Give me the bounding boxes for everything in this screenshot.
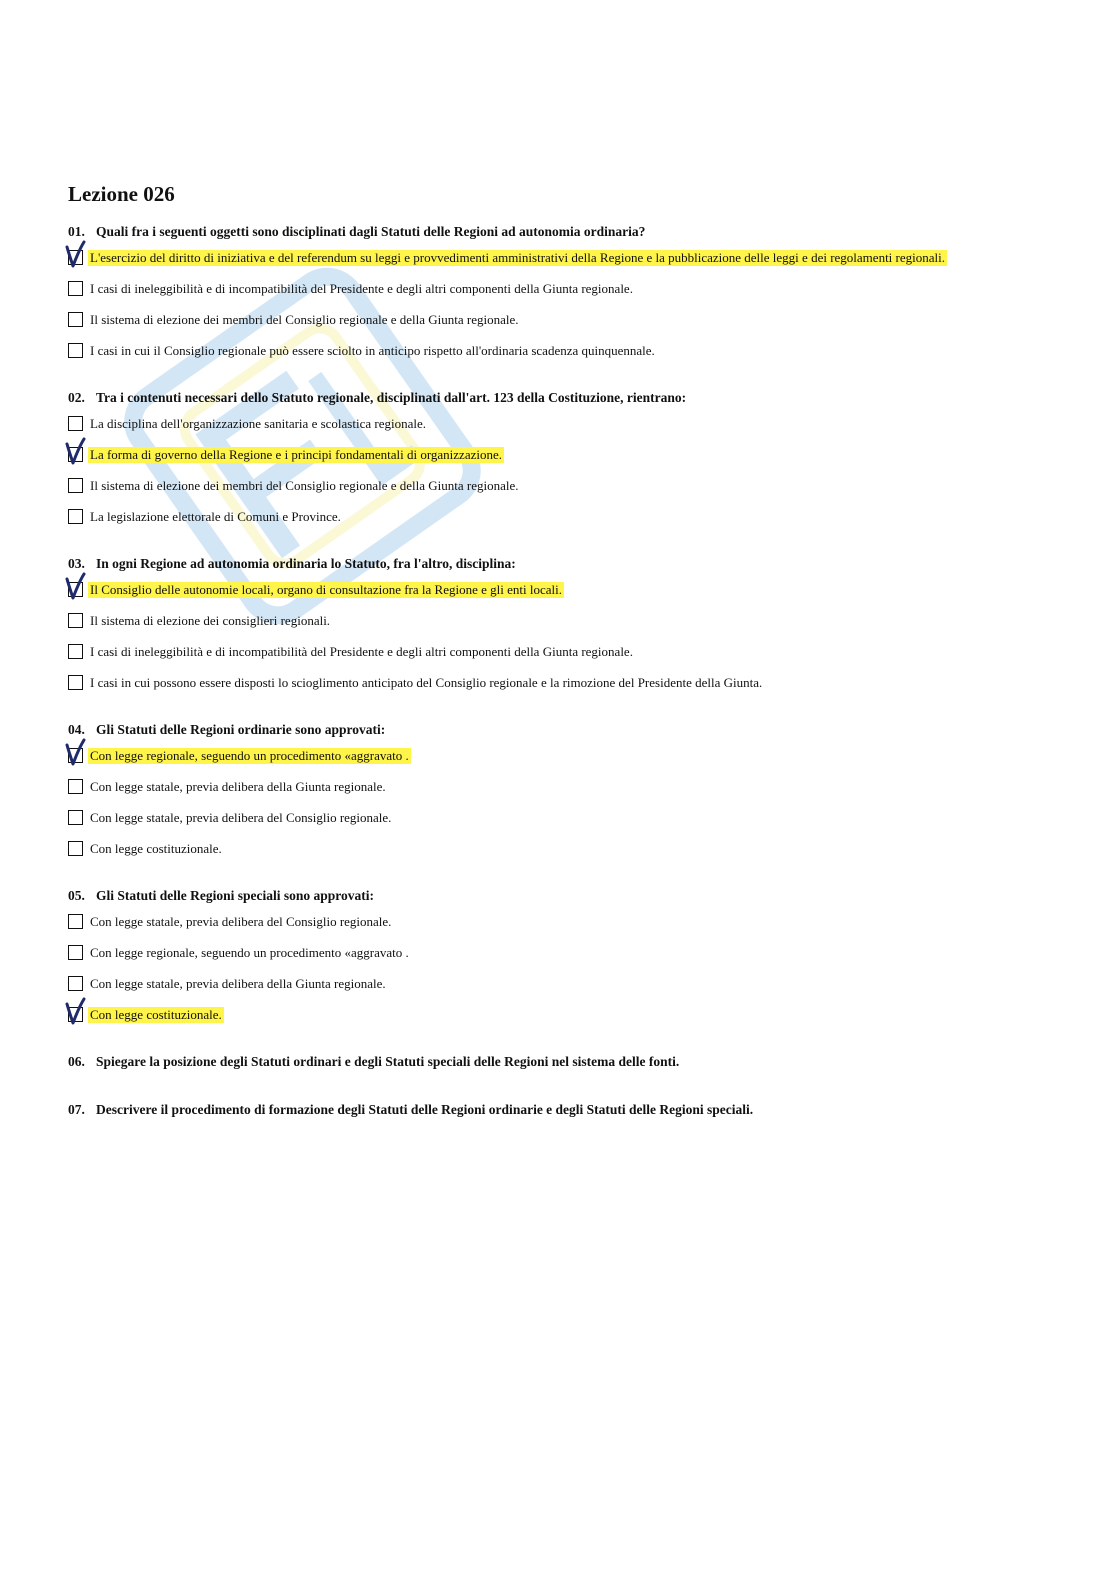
answer-text: Il sistema di elezione dei membri del Consiglio regionale e della Giunta regionale. (90, 478, 519, 493)
checkbox[interactable] (68, 976, 83, 991)
answer-text: Con legge statale, previa delibera della Giunta regionale. (90, 779, 386, 794)
question-number: 01. (68, 224, 85, 239)
answer-text: Con legge statale, previa delibera del Consiglio regionale. (90, 914, 392, 929)
answer-option[interactable] (68, 613, 1048, 644)
question-label: Spiegare la posizione degli Statuti ordinari e degli Statuti speciali delle Regioni nel sistema delle fonti. (96, 1054, 680, 1069)
answer-option[interactable] (68, 416, 1048, 447)
answer-text: I casi di ineleggibilità e di incompatibilità del Presidente e degli altri componenti della Giunta regionale. (90, 281, 633, 296)
question-label: In ogni Regione ad autonomia ordinaria lo Statuto, fra l'altro, disciplina: (96, 556, 516, 571)
checkbox[interactable] (68, 343, 83, 358)
answer-option[interactable] (68, 675, 1048, 706)
answer-text: L'esercizio del diritto di iniziativa e del referendum su leggi e provvedimenti amministrativi della Regione e la pubblicazione delle leggi e dei regolamenti regionali. (90, 250, 945, 265)
answer-text: Il sistema di elezione dei membri del Consiglio regionale e della Giunta regionale. (90, 312, 519, 327)
answer-text: Con legge statale, previa delibera della Giunta regionale. (90, 976, 386, 991)
question-number: 04. (68, 722, 85, 737)
answer-option[interactable] (68, 509, 1048, 540)
question-text (68, 388, 1048, 408)
answer-list (68, 582, 1048, 706)
checkbox[interactable] (68, 281, 83, 296)
question-text (68, 222, 1048, 242)
answer-option[interactable] (68, 945, 1048, 976)
answer-text: Il Consiglio delle autonomie locali, organo di consultazione fra la Regione e gli enti locali. (90, 582, 562, 597)
answer-text: Con legge costituzionale. (90, 841, 222, 856)
checkbox[interactable] (68, 841, 83, 856)
question-number: 06. (68, 1054, 85, 1069)
checkbox[interactable] (68, 478, 83, 493)
lesson-title: Lezione 026 (68, 182, 175, 206)
answer-option[interactable] (68, 312, 1048, 343)
answer-list (68, 250, 1048, 374)
checkbox[interactable] (68, 250, 83, 265)
answer-option[interactable] (68, 841, 1048, 872)
answer-option[interactable] (68, 779, 1048, 810)
answer-text: I casi in cui possono essere disposti lo scioglimento anticipato del Consiglio regionale e la rimozione del Presidente della Giunta. (90, 675, 763, 690)
checkbox[interactable] (68, 613, 83, 628)
question-block (68, 554, 1048, 706)
question-number: 02. (68, 390, 85, 405)
question-text (68, 1052, 1048, 1072)
answer-list (68, 416, 1048, 540)
checkbox[interactable] (68, 447, 83, 462)
question-number: 05. (68, 888, 85, 903)
answer-text: La disciplina dell'organizzazione sanitaria e scolastica regionale. (90, 416, 426, 431)
answer-list (68, 914, 1048, 1038)
checkbox[interactable] (68, 779, 83, 794)
checkbox[interactable] (68, 675, 83, 690)
checkbox[interactable] (68, 945, 83, 960)
checkbox[interactable] (68, 312, 83, 327)
question-label: Quali fra i seguenti oggetti sono disciplinati dagli Statuti delle Regioni ad autonomia ordinaria? (96, 224, 646, 239)
answer-option[interactable] (68, 281, 1048, 312)
question-label: Gli Statuti delle Regioni speciali sono approvati: (96, 888, 375, 903)
checkbox[interactable] (68, 914, 83, 929)
question-block (68, 1052, 1048, 1072)
question-label: Gli Statuti delle Regioni ordinarie sono approvati: (96, 722, 386, 737)
checkbox[interactable] (68, 810, 83, 825)
answer-option[interactable] (68, 976, 1048, 1007)
question-block (68, 720, 1048, 872)
answer-text: La forma di governo della Regione e i principi fondamentali di organizzazione. (90, 447, 503, 462)
question-text (68, 1100, 1048, 1120)
question-label: Descrivere il procedimento di formazione degli Statuti delle Regioni ordinarie e degli Statuti delle Regioni speciali. (96, 1102, 754, 1117)
answer-option[interactable] (68, 250, 1048, 281)
checkbox[interactable] (68, 1007, 83, 1022)
answer-option[interactable] (68, 1007, 1048, 1038)
question-text (68, 554, 1048, 574)
checkbox[interactable] (68, 416, 83, 431)
question-label: Tra i contenuti necessari dello Statuto regionale, disciplinati dall'art. 123 della Costituzione, rientrano: (96, 390, 687, 405)
answer-text: Con legge regionale, seguendo un procedimento «aggravato . (90, 748, 409, 763)
answer-option[interactable] (68, 914, 1048, 945)
answer-option[interactable] (68, 447, 1048, 478)
checkbox[interactable] (68, 582, 83, 597)
question-block (68, 886, 1048, 1038)
checkbox[interactable] (68, 748, 83, 763)
answer-text: Il sistema di elezione dei consiglieri regionali. (90, 613, 331, 628)
checkbox[interactable] (68, 509, 83, 524)
question-number: 07. (68, 1102, 85, 1117)
question-block (68, 1100, 1048, 1120)
question-list (68, 222, 1048, 1120)
answer-option[interactable] (68, 810, 1048, 841)
answer-text: I casi in cui il Consiglio regionale può essere sciolto in anticipo rispetto all'ordinaria scadenza quinquennale. (90, 343, 655, 358)
answer-text: La legislazione elettorale di Comuni e Province. (90, 509, 341, 524)
document-body (68, 180, 1048, 1148)
answer-text: I casi di ineleggibilità e di incompatibilità del Presidente e degli altri componenti della Giunta regionale. (90, 644, 633, 659)
checkbox[interactable] (68, 644, 83, 659)
question-block (68, 222, 1048, 374)
answer-text: Con legge statale, previa delibera del Consiglio regionale. (90, 810, 392, 825)
answer-option[interactable] (68, 478, 1048, 509)
answer-list (68, 748, 1048, 872)
answer-option[interactable] (68, 644, 1048, 675)
answer-text: Con legge costituzionale. (90, 1007, 222, 1022)
answer-option[interactable] (68, 343, 1048, 374)
question-block (68, 388, 1048, 540)
question-text (68, 886, 1048, 906)
answer-text: Con legge regionale, seguendo un procedimento «aggravato . (90, 945, 409, 960)
question-number: 03. (68, 556, 85, 571)
question-text (68, 720, 1048, 740)
answer-option[interactable] (68, 582, 1048, 613)
answer-option[interactable] (68, 748, 1048, 779)
